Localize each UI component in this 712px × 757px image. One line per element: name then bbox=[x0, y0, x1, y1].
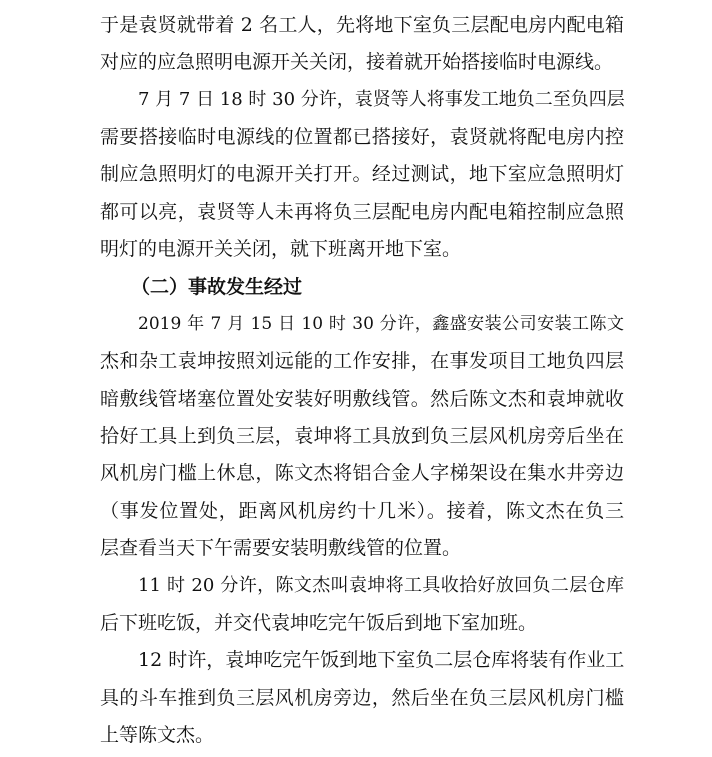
text-line: 制应急照明灯的电源开关打开。经过测试，地下室应急照明灯 bbox=[100, 163, 624, 185]
text-line: 杰和杂工袁坤按照刘远能的工作安排，在事发项目工地负四层 bbox=[100, 350, 624, 372]
text-line: 7 月 7 日 18 时 30 分许，袁贤等人将事发工地负二至负四层 bbox=[138, 89, 625, 110]
text-line: 明灯的电源开关关闭，就下班离开地下室。 bbox=[100, 238, 462, 260]
text-line: 需要搭接临时电源线的位置都已搭接好，袁贤就将配电房内控 bbox=[100, 126, 624, 148]
text-line: 后下班吃饭，并交代袁坤吃完午饭后到地下室加班。 bbox=[100, 612, 538, 634]
text-line: 上等陈文杰。 bbox=[100, 724, 215, 746]
text-line: 层查看当天下午需要安装明敷线管的位置。 bbox=[100, 537, 462, 559]
section-heading: （二）事故发生经过 bbox=[131, 276, 303, 298]
text-line: 暗敷线管堵塞位置处安装好明敷线管。然后陈文杰和袁坤就收 bbox=[100, 388, 624, 410]
text-line: 12 时许，袁坤吃完午饭到地下室负二层仓库将装有作业工 bbox=[138, 649, 625, 671]
text-line: （事发位置处，距离风机房约十几米）。接着，陈文杰在负三 bbox=[100, 500, 624, 522]
text-line: 11 时 20 分许，陈文杰叫袁坤将工具收拾好放回负二层仓库 bbox=[138, 575, 624, 596]
text-line: 具的斗车推到负三层风机房旁边，然后坐在负三层风机房门槛 bbox=[100, 687, 624, 709]
text-line: 于是袁贤就带着 2 名工人，先将地下室负三层配电房内配电箱 bbox=[100, 14, 624, 36]
text-line: 对应的应急照明电源开关关闭，接着就开始搭接临时电源线。 bbox=[100, 51, 614, 73]
text-line: 风机房门槛上休息，陈文杰将铝合金人字梯架设在集水井旁边 bbox=[100, 462, 624, 484]
text-line: 拾好工具上到负三层，袁坤将工具放到负三层风机房旁后坐在 bbox=[100, 425, 624, 447]
text-line: 2019 年 7 月 15 日 10 时 30 分许，鑫盛安装公司安装工陈文 bbox=[138, 314, 624, 334]
text-line: 都可以亮，袁贤等人未再将负三层配电房内配电箱控制应急照 bbox=[100, 201, 624, 223]
